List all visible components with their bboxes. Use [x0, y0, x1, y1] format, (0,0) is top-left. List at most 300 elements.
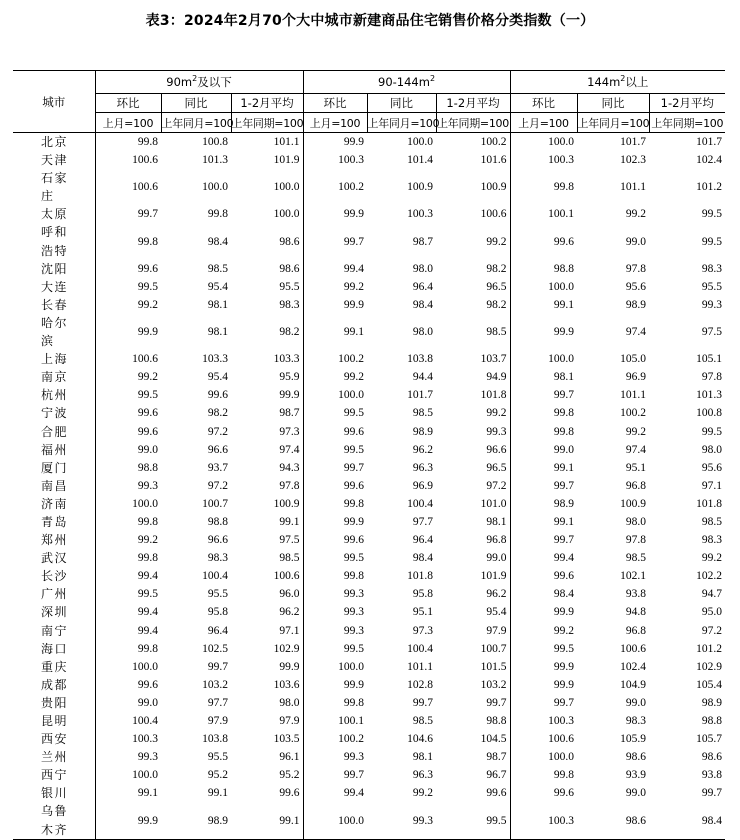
sub-column-header: 同比: [367, 94, 436, 113]
city-name: 哈尔滨: [13, 314, 95, 350]
index-value: 99.5: [701, 208, 723, 221]
page-title: 表3：2024年2月70个大中城市新建商品住宅销售价格分类指数（一）: [145, 13, 595, 29]
index-value: 105.9: [620, 733, 647, 746]
index-value: 100.4: [202, 570, 228, 583]
index-value: 95.1: [412, 606, 434, 619]
index-value: 96.3: [412, 461, 434, 474]
index-value: 103.2: [480, 678, 507, 691]
base-column-header: 上年同期=100: [231, 113, 303, 133]
index-value: 96.4: [412, 280, 434, 293]
index-value: 95.5: [207, 588, 228, 601]
index-value: 100.9: [273, 497, 300, 510]
index-value: 94.9: [486, 371, 507, 384]
index-value: 100.4: [407, 497, 434, 510]
base-column-header: 上年同月=100: [367, 113, 436, 133]
index-value: 100.0: [510, 350, 577, 368]
index-value: 101.4: [407, 154, 434, 167]
index-value: 99.8: [95, 640, 161, 658]
index-value: 102.4: [696, 154, 723, 167]
city-name: 海口: [13, 640, 95, 658]
city-name: 福州: [13, 441, 95, 459]
index-value: 99.7: [510, 694, 577, 712]
table-row: [13, 585, 725, 603]
index-value: 100.0: [95, 658, 161, 676]
index-value: 96.6: [207, 534, 228, 547]
table-row: [13, 151, 725, 169]
index-value: 100.0: [202, 181, 228, 194]
table-row: [13, 350, 725, 368]
index-value: 100.3: [510, 151, 577, 169]
index-value: 100.8: [202, 136, 228, 148]
index-value: 95.2: [207, 769, 228, 782]
index-value: 101.8: [407, 570, 434, 583]
index-value: 99.8: [95, 223, 161, 259]
index-value: 103.5: [273, 733, 300, 746]
index-value: 99.8: [510, 766, 577, 784]
index-value: 97.9: [279, 715, 300, 727]
index-value: 95.4: [207, 280, 228, 293]
city-name: 深圳: [13, 603, 95, 621]
index-value: 99.6: [95, 260, 161, 278]
index-value: 97.2: [701, 624, 723, 637]
index-value: 99.3: [303, 603, 367, 621]
index-value: 99.4: [95, 603, 161, 621]
index-value: 95.5: [279, 280, 300, 293]
index-value: 99.1: [207, 787, 228, 800]
index-value: 99.1: [95, 784, 161, 802]
index-value: 98.9: [510, 495, 577, 513]
index-value: 99.7: [510, 477, 577, 495]
index-value: 94.3: [279, 461, 300, 474]
index-value: 99.9: [510, 314, 577, 350]
index-value: 100.3: [510, 802, 577, 839]
index-value: 99.2: [95, 296, 161, 314]
index-value: 98.9: [625, 298, 647, 311]
index-value: 99.6: [95, 423, 161, 441]
city-name: 天津: [13, 151, 95, 169]
index-value: 97.8: [625, 262, 647, 275]
index-value: 95.8: [412, 588, 434, 601]
index-value: 101.8: [480, 389, 507, 402]
city-name: 青岛: [13, 513, 95, 531]
index-value: 101.1: [407, 660, 434, 673]
index-value: 99.7: [486, 696, 507, 709]
index-value: 104.6: [407, 733, 434, 746]
index-value: 100.0: [273, 181, 300, 194]
price-index-table: [13, 70, 725, 840]
table-row: [13, 766, 725, 784]
index-value: 98.7: [279, 407, 300, 420]
table-row: [13, 169, 725, 205]
index-value: 93.7: [207, 461, 228, 474]
index-value: 104.5: [480, 733, 507, 746]
table-row: [13, 278, 725, 296]
table-row: [13, 748, 725, 766]
index-value: 97.8: [625, 534, 647, 547]
index-value: 100.2: [303, 350, 367, 368]
index-value: 99.3: [95, 477, 161, 495]
index-value: 98.6: [279, 235, 300, 248]
index-value: 95.4: [486, 606, 507, 619]
index-value: 100.3: [407, 208, 434, 221]
index-value: 97.4: [279, 443, 300, 456]
index-value: 103.2: [202, 678, 228, 691]
base-column-header: 上月=100: [303, 113, 367, 133]
index-value: 99.7: [303, 766, 367, 784]
city-name: 厦门: [13, 459, 95, 477]
index-value: 98.4: [412, 552, 434, 565]
index-value: 96.6: [486, 443, 507, 456]
index-value: 97.2: [486, 479, 507, 492]
index-value: 99.0: [625, 787, 647, 800]
index-value: 98.7: [412, 235, 434, 248]
city-name: 银川: [13, 784, 95, 802]
index-value: 98.7: [486, 751, 507, 764]
index-value: 100.3: [303, 151, 367, 169]
table-row: [13, 658, 725, 676]
index-value: 98.4: [510, 585, 577, 603]
index-value: 99.9: [279, 389, 300, 402]
index-value: 100.0: [303, 658, 367, 676]
index-value: 100.6: [95, 151, 161, 169]
index-value: 99.4: [95, 567, 161, 585]
index-value: 99.0: [95, 441, 161, 459]
index-value: 100.9: [620, 497, 647, 510]
index-value: 102.5: [202, 642, 228, 655]
index-value: 102.9: [696, 660, 723, 673]
table-row: [13, 386, 725, 404]
table-row: [13, 133, 725, 152]
index-value: 99.8: [95, 513, 161, 531]
index-value: 97.3: [412, 624, 434, 637]
index-value: 99.3: [303, 585, 367, 603]
table-row: [13, 477, 725, 495]
index-value: 96.9: [412, 479, 434, 492]
table-row: [13, 205, 725, 223]
index-value: 100.8: [696, 407, 723, 420]
table-row: [13, 694, 725, 712]
index-value: 98.0: [412, 262, 434, 275]
index-value: 98.8: [486, 715, 507, 727]
index-value: 97.7: [207, 696, 228, 709]
index-value: 99.8: [95, 549, 161, 567]
index-value: 102.1: [620, 570, 647, 583]
index-value: 100.0: [510, 748, 577, 766]
index-value: 103.6: [273, 678, 300, 691]
index-value: 100.4: [95, 712, 161, 730]
index-value: 100.1: [510, 205, 577, 223]
table-row: [13, 296, 725, 314]
index-value: 98.9: [701, 696, 723, 709]
index-value: 100.3: [95, 730, 161, 748]
index-value: 100.6: [480, 208, 507, 221]
index-value: 95.6: [625, 280, 647, 293]
index-value: 98.2: [486, 298, 507, 311]
sub-column-header: 环比: [95, 94, 161, 113]
index-value: 98.0: [412, 325, 434, 338]
index-value: 98.9: [161, 802, 231, 839]
city-name: 兰州: [13, 748, 95, 766]
index-value: 99.8: [207, 208, 228, 221]
index-value: 99.2: [510, 622, 577, 640]
index-value: 98.9: [412, 425, 434, 438]
table-row: [13, 549, 725, 567]
index-value: 99.2: [486, 407, 507, 420]
index-value: 100.7: [480, 642, 507, 655]
table-row: [13, 622, 725, 640]
index-value: 99.2: [412, 787, 434, 800]
city-name: 郑州: [13, 531, 95, 549]
index-value: 99.4: [510, 549, 577, 567]
index-value: 95.5: [207, 751, 228, 764]
index-value: 99.1: [510, 459, 577, 477]
index-value: 99.6: [510, 567, 577, 585]
sub-column-header: 1-2月平均: [436, 94, 510, 113]
base-column-header: 上年同期=100: [649, 113, 725, 133]
index-value: 93.8: [625, 588, 647, 601]
index-value: 99.5: [95, 278, 161, 296]
index-value: 102.2: [696, 570, 723, 583]
index-value: 103.8: [407, 353, 434, 366]
table-row: [13, 314, 725, 350]
index-value: 100.6: [95, 169, 161, 205]
group-header-large: $144m^2$以上: [510, 71, 725, 94]
city-name: 南宁: [13, 622, 95, 640]
index-value: 99.6: [303, 477, 367, 495]
city-name: 合肥: [13, 423, 95, 441]
index-value: 98.8: [95, 459, 161, 477]
index-value: 99.9: [303, 205, 367, 223]
table-row: [13, 676, 725, 694]
index-value: 99.9: [303, 676, 367, 694]
index-value: 98.8: [701, 715, 723, 727]
index-value: 100.0: [407, 136, 434, 148]
index-value: 97.8: [279, 479, 300, 492]
city-name: 南京: [13, 368, 95, 386]
sub-column-header: 同比: [577, 94, 649, 113]
index-value: 98.0: [279, 696, 300, 709]
index-value: 99.6: [279, 787, 300, 800]
index-value: 98.5: [625, 552, 647, 565]
index-value: 105.1: [696, 353, 723, 366]
index-value: 99.1: [231, 802, 303, 839]
index-value: 99.2: [486, 235, 507, 248]
index-value: 101.1: [273, 136, 300, 148]
table-row: [13, 784, 725, 802]
index-value: 104.9: [620, 678, 647, 691]
index-value: 99.1: [510, 513, 577, 531]
base-column-header: 上年同月=100: [577, 113, 649, 133]
index-value: 99.6: [95, 676, 161, 694]
index-value: 100.2: [480, 136, 507, 148]
index-value: 99.9: [303, 296, 367, 314]
index-value: 99.3: [303, 748, 367, 766]
index-value: 101.7: [620, 136, 647, 148]
index-value: 98.3: [701, 262, 723, 275]
index-value: 99.2: [303, 368, 367, 386]
index-value: 99.5: [95, 386, 161, 404]
index-value: 99.9: [303, 133, 367, 152]
index-value: 96.8: [625, 479, 647, 492]
index-value: 99.8: [303, 694, 367, 712]
index-value: 100.4: [407, 642, 434, 655]
city-name: 西宁: [13, 766, 95, 784]
index-value: 99.2: [625, 208, 647, 221]
index-value: 99.5: [303, 549, 367, 567]
index-value: 99.6: [207, 389, 228, 402]
index-value: 94.8: [625, 606, 647, 619]
index-value: 99.3: [303, 622, 367, 640]
index-value: 101.5: [480, 660, 507, 673]
index-value: 99.4: [303, 784, 367, 802]
index-value: 101.2: [696, 181, 723, 194]
index-value: 100.6: [510, 730, 577, 748]
index-value: 100.0: [510, 133, 577, 152]
index-value: 100.9: [480, 181, 507, 194]
index-value: 101.7: [696, 136, 723, 148]
index-value: 96.9: [625, 371, 647, 384]
index-value: 97.5: [701, 325, 723, 338]
index-value: 97.7: [412, 515, 434, 528]
index-value: 99.5: [303, 640, 367, 658]
table-row: [13, 495, 725, 513]
index-value: 93.9: [625, 769, 647, 782]
index-value: 100.0: [303, 386, 367, 404]
index-value: 96.8: [486, 534, 507, 547]
index-value: 100.6: [620, 642, 647, 655]
index-value: 98.5: [486, 325, 507, 338]
index-value: 99.9: [510, 658, 577, 676]
table-row: [13, 423, 725, 441]
index-value: 100.0: [510, 278, 577, 296]
index-value: 98.8: [510, 260, 577, 278]
index-value: 102.9: [273, 642, 300, 655]
index-value: 99.9: [279, 660, 300, 673]
table-row: [13, 260, 725, 278]
index-value: 100.6: [95, 350, 161, 368]
index-value: 98.2: [207, 407, 228, 420]
index-value: 98.3: [701, 534, 723, 547]
index-value: 98.5: [701, 515, 723, 528]
index-value: 97.4: [625, 325, 647, 338]
city-name: 济南: [13, 495, 95, 513]
index-value: 99.9: [95, 314, 161, 350]
index-value: 99.7: [510, 531, 577, 549]
index-value: 105.4: [696, 678, 723, 691]
base-column-header: 上月=100: [95, 113, 161, 133]
index-value: 100.2: [620, 407, 647, 420]
table-row: [13, 730, 725, 748]
city-name: 成都: [13, 676, 95, 694]
city-name: 呼和浩特: [13, 223, 95, 259]
index-value: 101.1: [620, 181, 647, 194]
index-value: 96.6: [207, 443, 228, 456]
index-value: 98.2: [279, 325, 300, 338]
city-name: 杭州: [13, 386, 95, 404]
table-row: [13, 459, 725, 477]
index-value: 98.3: [279, 298, 300, 311]
index-value: 100.3: [510, 712, 577, 730]
index-value: 99.9: [95, 802, 161, 839]
index-value: 99.8: [510, 404, 577, 422]
index-value: 99.1: [303, 314, 367, 350]
index-value: 100.9: [407, 181, 434, 194]
sub-column-header: 1-2月平均: [231, 94, 303, 113]
index-value: 95.5: [701, 280, 723, 293]
group-header-medium: $90-144m^2$: [303, 71, 510, 94]
index-value: 98.5: [412, 407, 434, 420]
index-value: 97.4: [625, 443, 647, 456]
index-value: 97.9: [486, 624, 507, 637]
index-value: 99.2: [95, 531, 161, 549]
index-value: 99.2: [701, 552, 723, 565]
index-value: 99.0: [625, 696, 647, 709]
index-value: 96.0: [279, 588, 300, 601]
index-value: 98.8: [207, 515, 228, 528]
base-column-header: 上年同期=100: [436, 113, 510, 133]
index-value: 100.0: [95, 766, 161, 784]
index-value: 96.2: [486, 588, 507, 601]
index-value: 101.8: [696, 497, 723, 510]
index-value: 99.6: [303, 531, 367, 549]
index-value: 99.0: [625, 235, 647, 248]
index-value: 98.1: [486, 515, 507, 528]
sub-column-header: 同比: [161, 94, 231, 113]
city-column-header: 城市: [13, 71, 95, 133]
index-value: 97.1: [701, 479, 723, 492]
table-row: [13, 404, 725, 422]
index-value: 101.2: [696, 642, 723, 655]
index-value: 99.7: [95, 205, 161, 223]
index-value: 95.0: [701, 606, 723, 619]
city-name: 宁波: [13, 404, 95, 422]
index-value: 99.2: [95, 368, 161, 386]
index-value: 100.2: [303, 169, 367, 205]
index-value: 99.8: [95, 133, 161, 152]
index-value: 95.1: [625, 461, 647, 474]
index-value: 97.3: [279, 425, 300, 438]
index-value: 101.6: [480, 154, 507, 167]
index-value: 94.4: [412, 371, 434, 384]
index-value: 103.8: [202, 733, 228, 746]
index-value: 99.8: [303, 567, 367, 585]
sub-column-header: 1-2月平均: [649, 94, 725, 113]
index-value: 101.3: [202, 154, 228, 167]
index-value: 96.3: [412, 769, 434, 782]
table-row: [13, 712, 725, 730]
index-value: 101.0: [480, 497, 507, 510]
index-value: 96.5: [486, 280, 507, 293]
table-header: [13, 71, 725, 133]
index-value: 105.7: [696, 733, 723, 746]
index-value: 97.8: [701, 371, 723, 384]
index-value: 98.1: [412, 751, 434, 764]
index-value: 100.0: [303, 802, 367, 839]
city-name: 上海: [13, 350, 95, 368]
city-name: 重庆: [13, 658, 95, 676]
table-row: [13, 531, 725, 549]
city-name: 昆明: [13, 712, 95, 730]
city-name: 太原: [13, 205, 95, 223]
index-value: 97.9: [207, 715, 228, 727]
index-value: 99.6: [510, 223, 577, 259]
base-column-header: 上月=100: [510, 113, 577, 133]
index-value: 102.4: [620, 660, 647, 673]
index-value: 98.1: [207, 325, 228, 338]
index-value: 101.3: [696, 389, 723, 402]
index-value: 96.4: [412, 534, 434, 547]
index-value: 98.3: [625, 715, 647, 727]
